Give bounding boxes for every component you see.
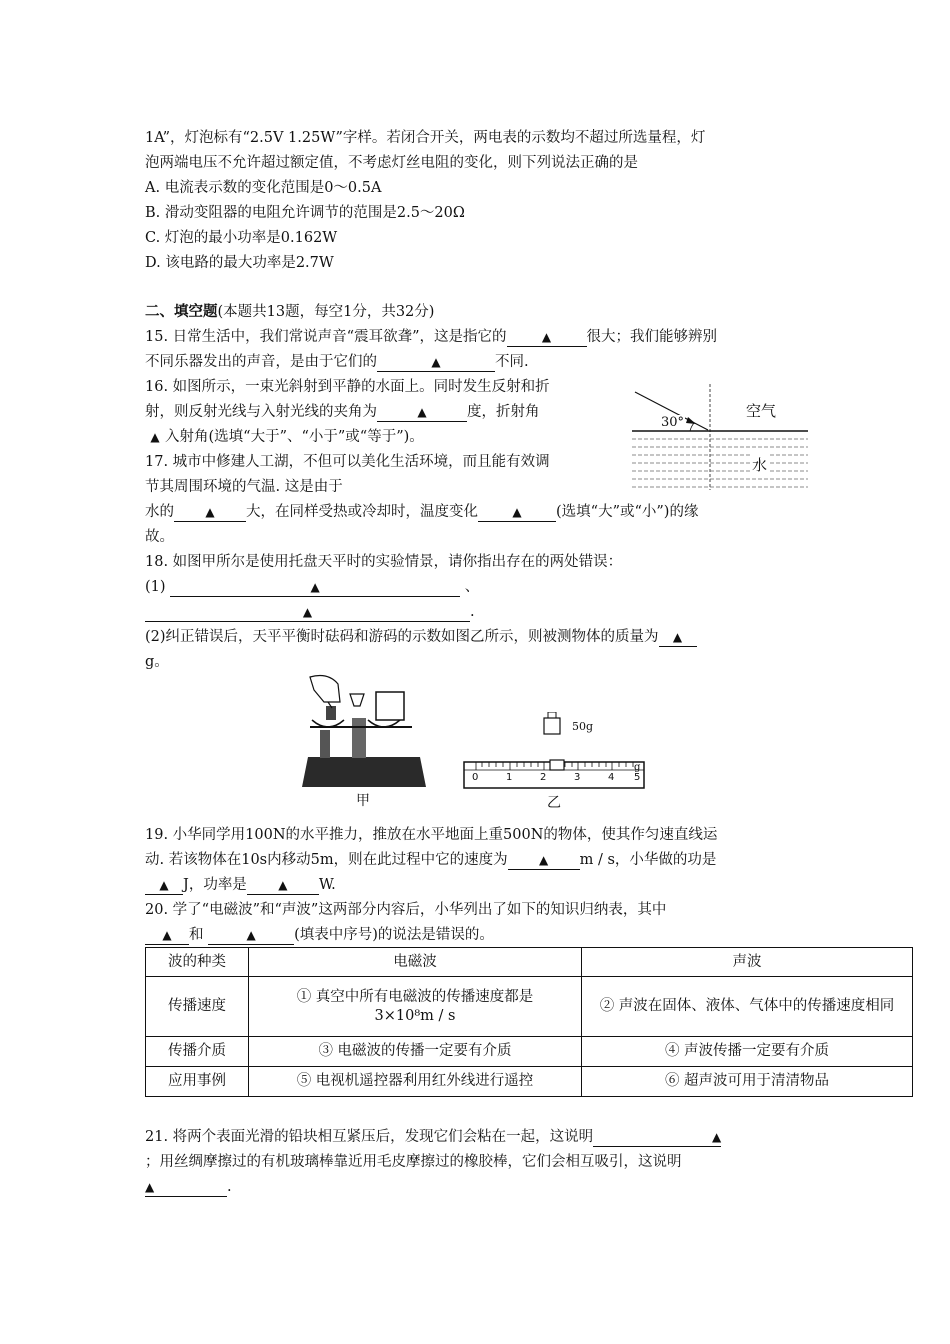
q20-line1: 20. 学了“电磁波”和“声波”这两部分内容后，小华列出了如下的知识归纳表，其中 <box>145 902 667 918</box>
blank-marker: ▲ <box>205 505 215 519</box>
knowledge-table <box>145 947 913 1097</box>
balance-base <box>302 757 426 787</box>
blank-marker: ▲ <box>512 505 522 519</box>
table-cell: 传播速度 <box>146 977 249 1037</box>
q19-text: m / s，小华做的功是 <box>579 852 717 868</box>
section-heading <box>145 302 434 322</box>
tick-label: 1 <box>506 772 513 783</box>
ray-arrow <box>686 417 696 424</box>
answer-blank[interactable] <box>145 877 183 895</box>
section-title: 二、填空题 <box>145 303 218 320</box>
blank-marker: ▲ <box>150 430 160 444</box>
angle-arc <box>690 423 694 431</box>
tick-label: 5 <box>634 772 641 783</box>
answer-blank[interactable] <box>145 1179 227 1197</box>
q19-line1: 19. 小华同学用100N的水平推力，推放在水平地面上重500N的物体，使其作匀速直线运 <box>145 827 718 843</box>
q19-text: 动. 若该物体在10s内移动5m，则在此过程中它的速度为 <box>145 852 508 868</box>
q14-option-a: A. 电流表示数的变化范围是0～0.5A <box>145 180 382 196</box>
q19-text: J，功率是 <box>183 877 247 893</box>
table-header-row <box>146 948 913 977</box>
water-label: 水 <box>752 456 768 474</box>
balance-figure <box>300 672 430 812</box>
q19-line3 <box>145 875 336 895</box>
tick-label: 0 <box>472 772 479 783</box>
q14-option-b: B. 滑动变阻器的电阻允许调节的范围是2.5～20Ω <box>145 205 465 221</box>
table-cell: ⑤ 电视机遥控器利用红外线进行遥控 <box>249 1067 582 1097</box>
q17-line3 <box>145 502 698 522</box>
table-header: 声波 <box>582 948 913 977</box>
table-header: 电磁波 <box>249 948 582 977</box>
q16-line1: 16. 如图所示，一束光斜射到平静的水面上。同时发生反射和折 <box>145 379 550 395</box>
refraction-diagram <box>630 382 810 492</box>
answer-blank[interactable] <box>145 927 189 945</box>
answer-blank[interactable] <box>377 404 467 422</box>
ruler-tick-labels <box>472 772 642 786</box>
q16-text: 度，折射角 <box>467 404 540 420</box>
air-label: 空气 <box>746 402 777 420</box>
figure-label-jia: 甲 <box>356 793 370 809</box>
refraction-figure <box>630 382 810 492</box>
q21-text: . <box>227 1179 232 1195</box>
q17-text: 水的 <box>145 504 174 520</box>
q14-option-c: C. 灯泡的最小功率是0.162W <box>145 230 338 246</box>
table-cell: ② 声波在固体、液体、气体中的传播速度相同 <box>582 977 913 1037</box>
blank-marker: ▲ <box>310 580 320 594</box>
answer-blank[interactable] <box>145 429 165 446</box>
blank-marker: ▲ <box>145 1180 155 1194</box>
q17-line2: 节其周围环境的气温. 这是由于 <box>145 479 343 495</box>
table-cell: ⑥ 超声波可用于清清物品 <box>582 1067 913 1097</box>
table-header: 波的种类 <box>146 948 249 977</box>
hand <box>310 676 340 702</box>
balance-column <box>352 718 366 758</box>
figure-label-yi: 乙 <box>547 795 561 811</box>
table-row <box>146 977 913 1037</box>
blank-marker: ▲ <box>672 630 683 644</box>
section-desc: (本题共13题，每空1分，共32分) <box>217 304 435 320</box>
right-pan <box>368 720 400 727</box>
q16-text: 入射角(选填“大于”、“小于”或“等于”)。 <box>165 429 424 445</box>
answer-blank[interactable] <box>208 927 294 945</box>
q14-line1: 1A”，灯泡标有“2.5V 1.25W”字样。若闭合开关，两电表的示数均不超过所选量程，灯 <box>145 130 706 146</box>
cup <box>350 694 364 706</box>
blank-marker: ▲ <box>538 853 549 867</box>
q15-line1 <box>145 327 717 347</box>
q19-text: W. <box>318 877 336 893</box>
q19-line2 <box>145 850 716 870</box>
q18-line4 <box>145 627 697 647</box>
weight-label: 50g <box>572 720 594 733</box>
answer-blank[interactable] <box>145 604 470 622</box>
object-box <box>376 692 404 720</box>
left-pan <box>312 720 344 727</box>
q15-text: 不同. <box>495 354 529 370</box>
tick-label: 2 <box>540 772 547 783</box>
q18-text: . <box>470 604 475 620</box>
q15-line2 <box>145 352 529 372</box>
water-lines <box>632 439 808 487</box>
q15-text: 15. 日常生活中，我们常说声音“震耳欲聋”，这是指它的 <box>145 329 507 345</box>
q16-text: 射，则反射光线与入射光线的夹角为 <box>145 404 377 420</box>
answer-blank[interactable] <box>593 1129 721 1147</box>
q17-line4: 故。 <box>145 529 174 545</box>
rider-figure <box>462 712 647 812</box>
weight <box>326 706 336 720</box>
balance-drawing <box>300 672 430 792</box>
tick-label: 4 <box>608 772 615 783</box>
blank-marker: ▲ <box>278 878 288 892</box>
table-cell-line: 3×10⁸m / s <box>374 1007 456 1024</box>
q15-text: 很大；我们能够辨别 <box>586 329 717 345</box>
q20-line2 <box>145 925 494 945</box>
q15-text: 不同乐器发出的声音，是由于它们的 <box>145 354 377 370</box>
q18-line1: 18. 如图甲所尔是使用托盘天平时的实验情景，请你指出存在的两处错误： <box>145 554 623 570</box>
blank-marker: ▲ <box>541 330 552 344</box>
weight-50g <box>544 718 560 734</box>
q21-text: 21. 将两个表面光滑的铅块相互紧压后，发现它们会粘在一起，这说明 <box>145 1129 594 1145</box>
q18-text: (2)纠正错误后，天平平衡时砝码和游码的示数如图乙所示，则被测物体的质量为 <box>145 629 659 645</box>
q18-text: (1) <box>145 579 166 595</box>
answer-blank[interactable] <box>247 877 319 895</box>
q18-line5: g。 <box>145 654 169 670</box>
q17-text: (选填“大”或“小”)的缘 <box>556 504 699 520</box>
blank-marker: ▲ <box>417 405 427 419</box>
answer-blank[interactable] <box>508 852 580 870</box>
q16-line3 <box>145 427 424 447</box>
q18-line2 <box>145 577 479 597</box>
q21-line3 <box>145 1177 232 1197</box>
blank-marker: ▲ <box>162 928 172 942</box>
table-cell: 传播介质 <box>146 1037 249 1067</box>
weight-knob <box>548 712 556 718</box>
blank-marker: ▲ <box>711 1130 722 1144</box>
q18-line3 <box>145 602 475 622</box>
q18-text: 、 <box>464 579 480 595</box>
answer-blank[interactable] <box>377 354 495 372</box>
rider <box>550 760 564 770</box>
q20-text: (填表中序号)的说法是错误的。 <box>294 927 494 943</box>
table-cell: ④ 声波传播一定要有介质 <box>582 1037 913 1067</box>
q20-text: 和 <box>189 927 204 943</box>
table-cell <box>249 977 582 1037</box>
answer-blank[interactable] <box>174 504 246 522</box>
q17-text: 大，在同样受热或冷却时，温度变化 <box>246 504 478 520</box>
blank-marker: ▲ <box>159 878 169 892</box>
ruler-unit: g <box>634 762 641 773</box>
table-cell: 应用事例 <box>146 1067 249 1097</box>
angle-label: 30° <box>661 415 685 430</box>
blank-marker: ▲ <box>246 928 256 942</box>
blank-marker: ▲ <box>302 605 313 619</box>
answer-blank[interactable] <box>507 329 587 347</box>
table-cell: ③ 电磁波的传播一定要有介质 <box>249 1037 582 1067</box>
table-cell-line: ① 真空中所有电磁波的传播速度都是 <box>296 988 534 1005</box>
blank-marker: ▲ <box>431 355 441 369</box>
q14-line2: 泡两端电压不允许超过额定值，不考虑灯丝电阻的变化，则下列说法正确的是 <box>145 155 638 171</box>
table-row <box>146 1067 913 1097</box>
q16-line2 <box>145 402 540 422</box>
answer-blank[interactable] <box>659 629 697 647</box>
tick-label: 3 <box>574 772 581 783</box>
q14-option-d: D. 该电路的最大功率是2.7W <box>145 255 334 271</box>
answer-blank[interactable] <box>478 504 556 522</box>
q17-line1: 17. 城市中修建人工湖，不但可以美化生活环境，而且能有效调 <box>145 454 550 470</box>
q21-line1 <box>145 1127 721 1147</box>
q21-line2: ；用丝绸摩擦过的有机玻璃棒靠近用毛皮摩擦过的橡胶棒，它们会相互吸引，这说明 <box>145 1154 682 1170</box>
table-row <box>146 1037 913 1067</box>
balance-post <box>320 730 330 758</box>
answer-blank[interactable] <box>170 579 460 597</box>
